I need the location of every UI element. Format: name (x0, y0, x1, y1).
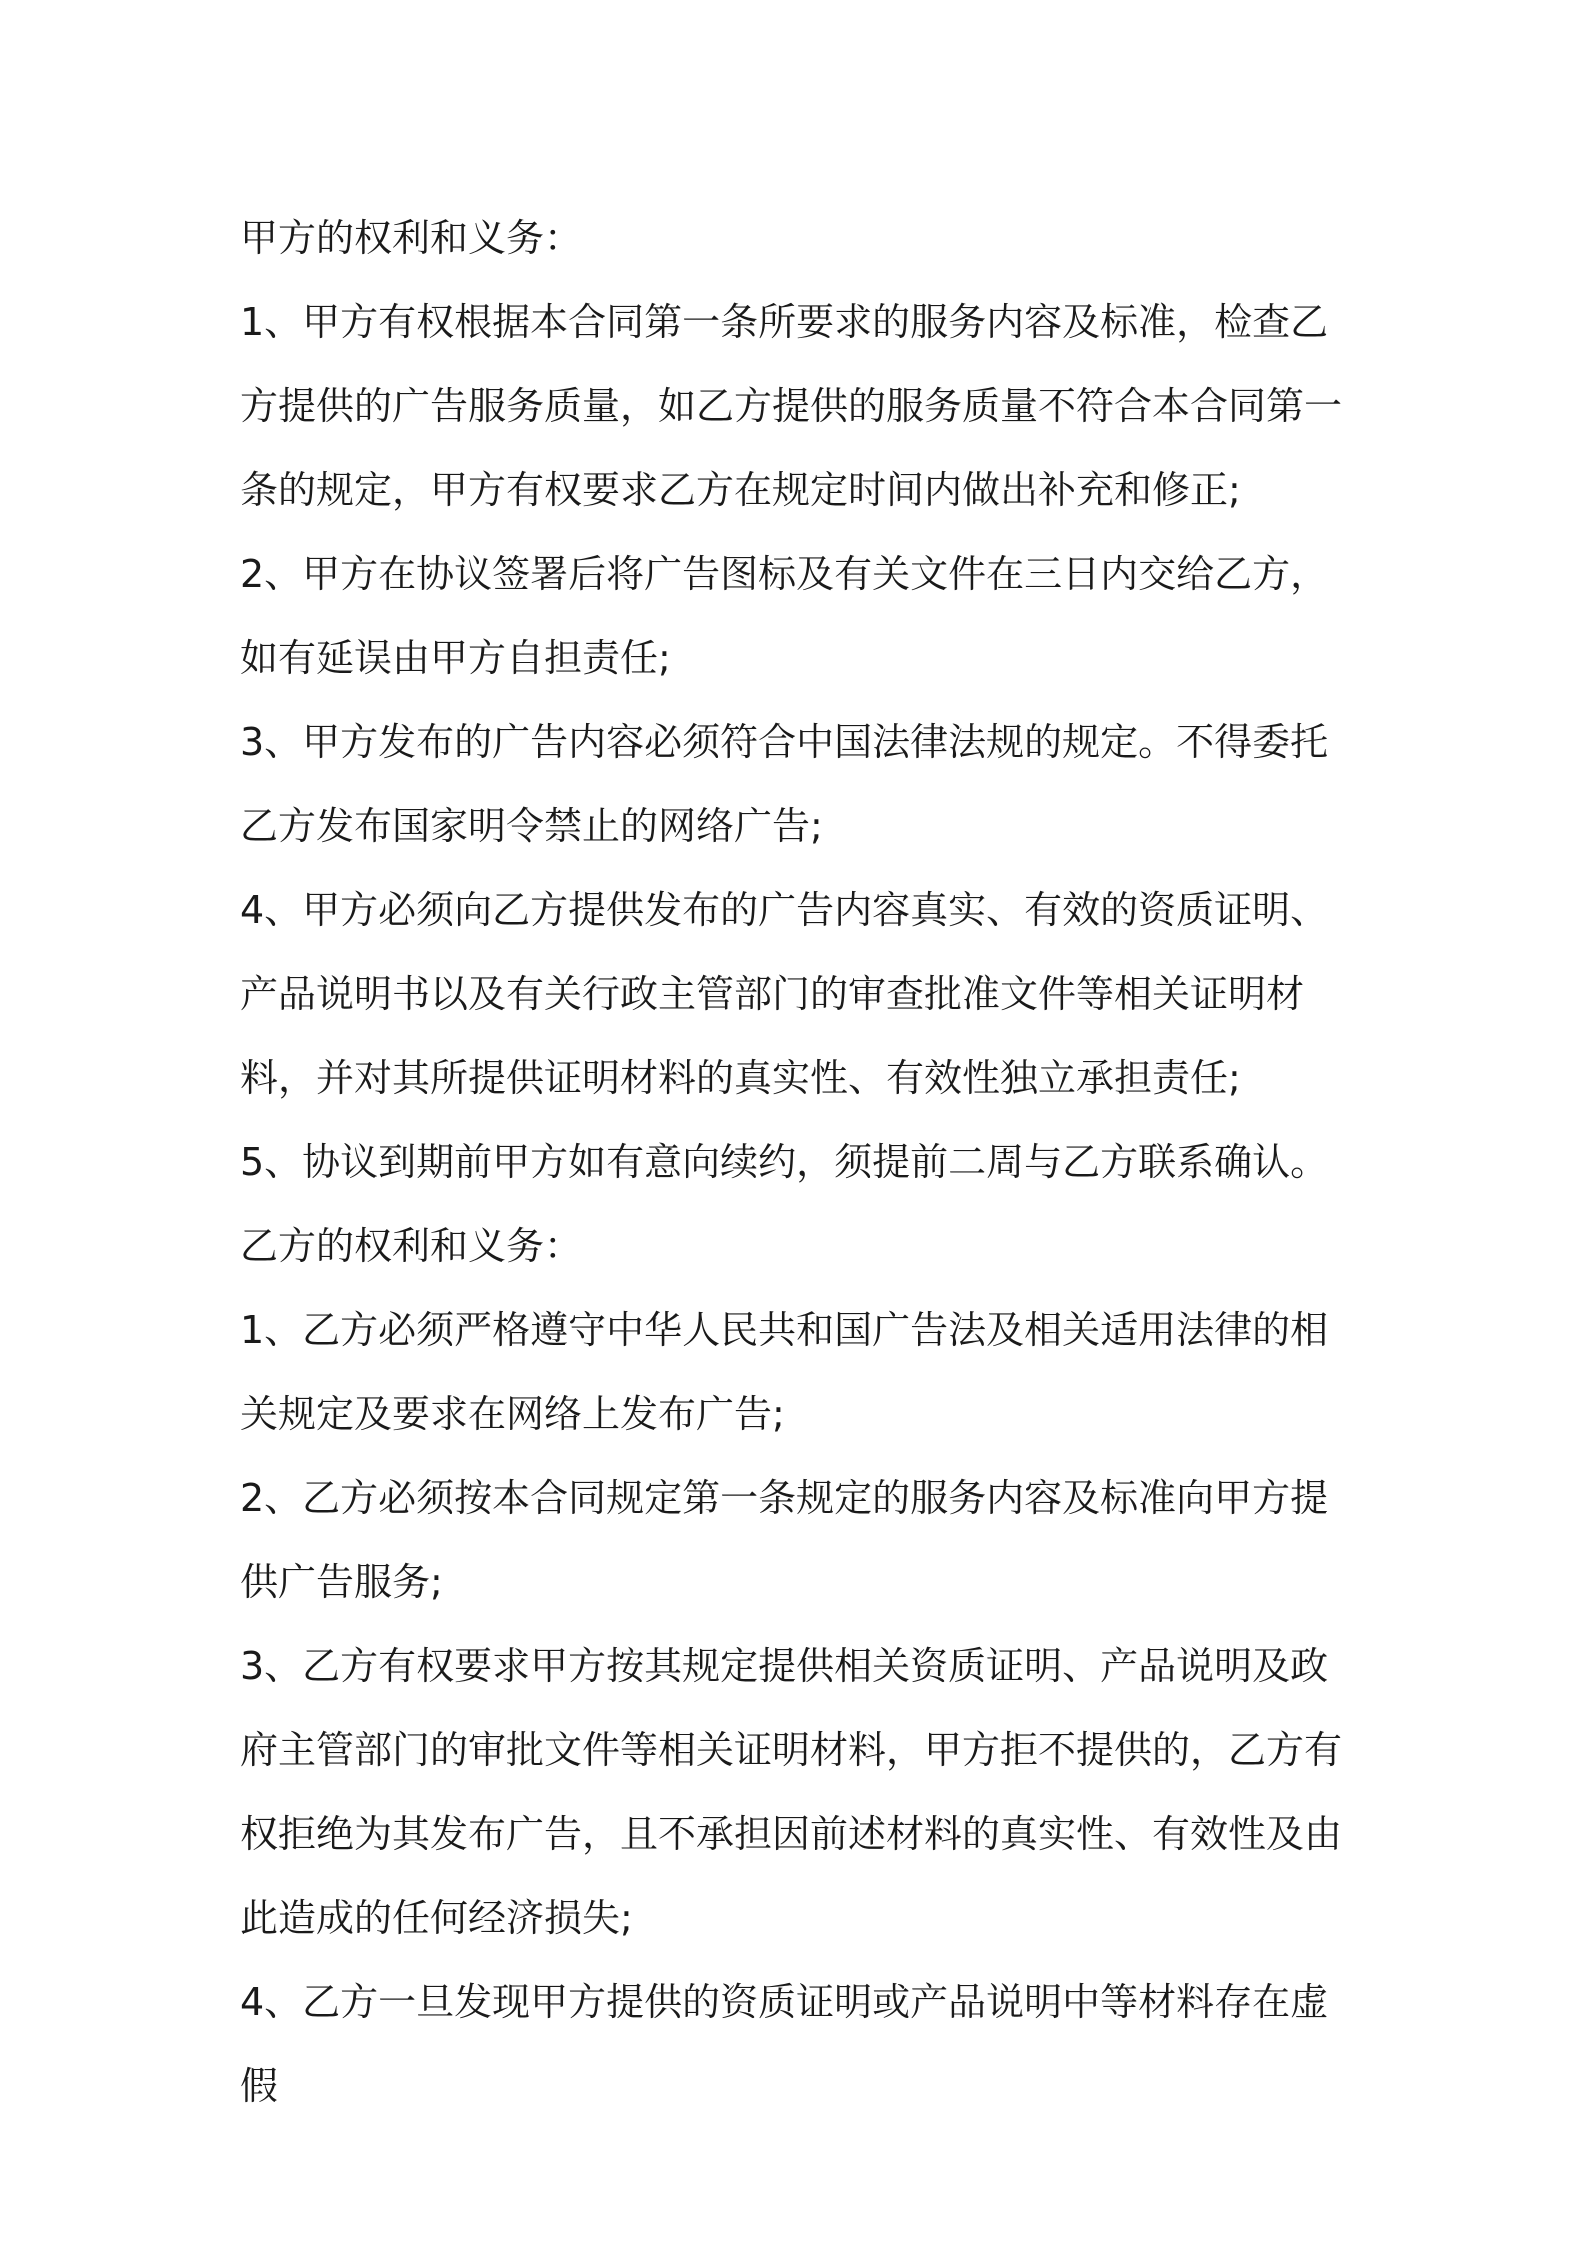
party-b-clause-3: 3、乙方有权要求甲方按其规定提供相关资质证明、产品说明及政府主管部门的审批文件等相关证明材料，甲方拒不提供的，乙方有权拒绝为其发布广告，且不承担因前述材料的真实性、有效性及由此造成的任何经济损失; (240, 1644, 1343, 1940)
party-a-clause-4: 4、甲方必须向乙方提供发布的广告内容真实、有效的资质证明、产品说明书以及有关行政主管部门的审查批准文件等相关证明材料，并对其所提供证明材料的真实性、有效性独立承担责任; (240, 888, 1329, 1100)
party-a-clause-3: 3、甲方发布的广告内容必须符合中国法律法规的规定。不得委托乙方发布国家明令禁止的网络广告; (240, 720, 1329, 848)
party-b-clause-4: 4、乙方一旦发现甲方提供的资质证明或产品说明中等材料存在虚假 (240, 1980, 1329, 2108)
party-b-clause-2: 2、乙方必须按本合同规定第一条规定的服务内容及标准向甲方提供广告服务; (240, 1476, 1329, 1604)
party-a-clause-2: 2、甲方在协议签署后将广告图标及有关文件在三日内交给乙方，如有延误由甲方自担责任; (240, 552, 1329, 680)
party-b-clause-1: 1、乙方必须严格遵守中华人民共和国广告法及相关适用法律的相关规定及要求在网络上发布广告; (240, 1308, 1329, 1436)
document-body (240, 196, 1356, 2128)
section-heading-party-b: 乙方的权利和义务： (240, 1224, 583, 1268)
section-heading-party-a: 甲方的权利和义务： (240, 216, 583, 260)
party-a-clause-1: 1、甲方有权根据本合同第一条所要求的服务内容及标准，检查乙方提供的广告服务质量，如乙方提供的服务质量不符合本合同第一条的规定，甲方有权要求乙方在规定时间内做出补充和修正; (240, 300, 1343, 512)
party-a-clause-5: 5、协议到期前甲方如有意向续约，须提前二周与乙方联系确认。 (240, 1140, 1329, 1184)
